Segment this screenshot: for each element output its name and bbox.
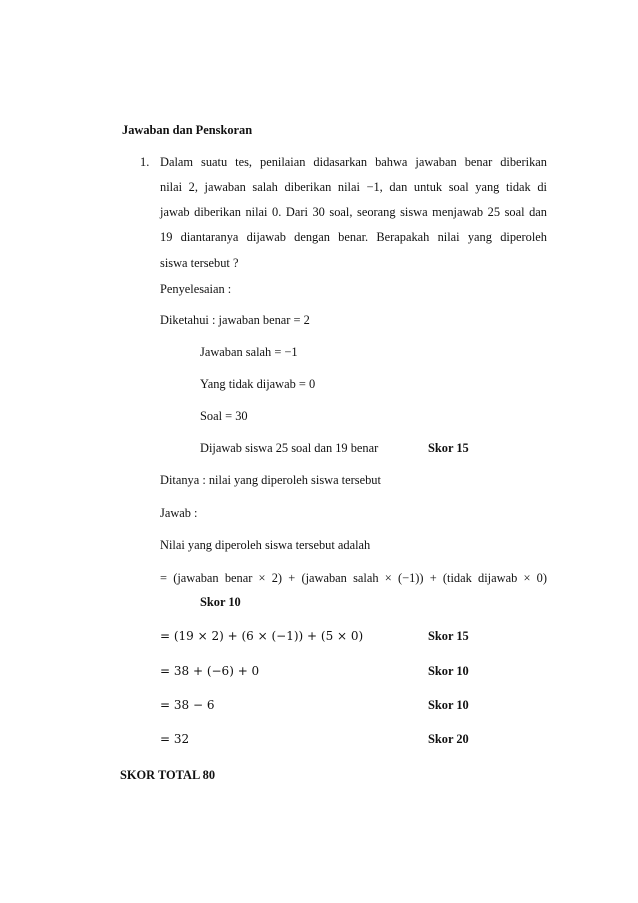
- question-line: siswa tersebut ?: [160, 256, 239, 270]
- nilai-intro: Nilai yang diperoleh siswa tersebut adalah: [160, 538, 371, 552]
- total-score: SKOR TOTAL 80: [120, 768, 216, 782]
- known-item: Yang tidak dijawab = 0: [200, 377, 316, 391]
- ditanya-line: Ditanya : nilai yang diperoleh siswa tersebut: [160, 473, 381, 487]
- calc-step-score: Skor 10: [428, 698, 469, 712]
- question-line: 19 diantaranya dijawab dengan benar. Berapakah nilai yang diperoleh: [160, 230, 547, 244]
- calc-step: = 38 + (−6) + 0: [160, 664, 260, 678]
- question-line: nilai 2, jawaban salah diberikan nilai −1, dan untuk soal yang tidak di: [160, 180, 547, 194]
- jawab-label: Jawab :: [160, 506, 198, 520]
- question-line: jawab diberikan nilai 0. Dari 30 soal, seorang siswa menjawab 25 soal dan: [160, 205, 547, 219]
- calc-step: = 38 − 6: [160, 698, 215, 712]
- question-line: Dalam suatu tes, penilaian didasarkan bahwa jawaban benar diberikan: [160, 155, 547, 169]
- known-item: Soal = 30: [200, 409, 248, 423]
- formula-line: = (jawaban benar × 2) + (jawaban salah × (−1)) + (tidak dijawab × 0): [160, 571, 547, 585]
- question-number: 1.: [140, 155, 150, 169]
- diketahui-line: Diketahui : jawaban benar = 2: [160, 313, 310, 327]
- calc-step-score: Skor 10: [428, 664, 469, 678]
- known-score: Skor 15: [428, 441, 469, 455]
- calc-step: = (19 × 2) + (6 × (−1)) + (5 × 0): [160, 629, 364, 643]
- calc-step-score: Skor 15: [428, 629, 469, 643]
- known-item: Dijawab siswa 25 soal dan 19 benar: [200, 441, 379, 455]
- penyelesaian-label: Penyelesaian :: [160, 282, 232, 296]
- calc-step-score: Skor 20: [428, 732, 469, 746]
- formula-score: Skor 10: [200, 595, 241, 609]
- known-item: Jawaban salah = −1: [200, 345, 298, 359]
- calc-step: = 32: [160, 732, 190, 746]
- heading: Jawaban dan Penskoran: [122, 123, 253, 137]
